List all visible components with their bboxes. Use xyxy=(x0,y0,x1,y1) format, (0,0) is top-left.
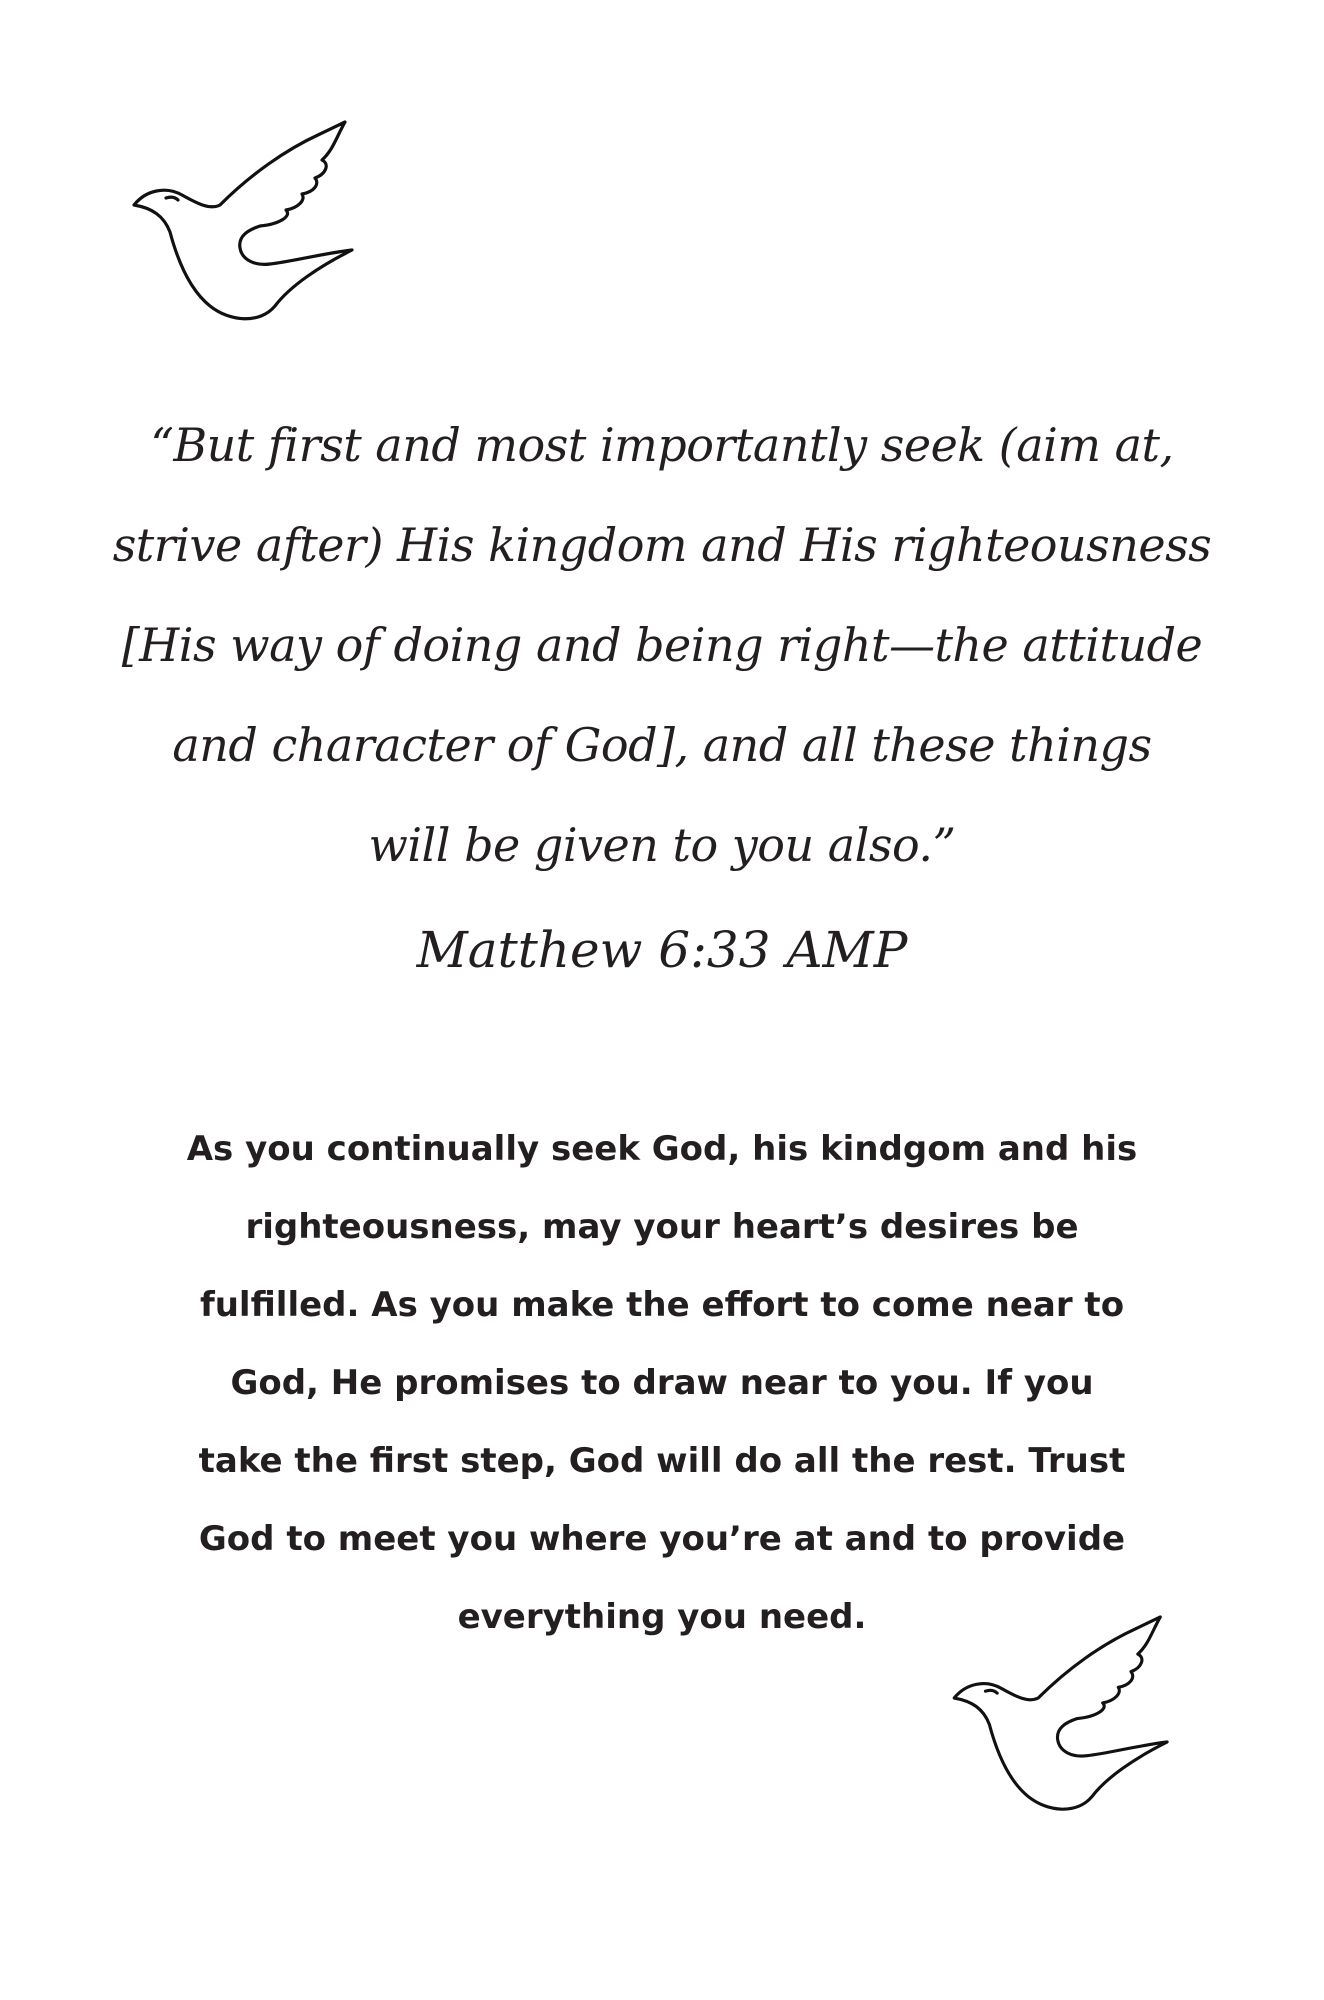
scripture-line: will be given to you also.” xyxy=(368,818,956,872)
devotional-text xyxy=(120,1110,1204,1656)
dove-icon xyxy=(130,120,370,335)
devotional-line: God, He promises to draw near to you. If you xyxy=(230,1363,1094,1403)
scripture-quote xyxy=(100,395,1224,895)
scripture-line: strive after) His kingdom and His righteousness xyxy=(112,518,1212,572)
scripture-reference: Matthew 6:33 AMP xyxy=(416,921,908,979)
scripture-line: [His way of doing and being right—the attitude xyxy=(121,618,1203,672)
devotional-line: righteousness, may your heart’s desires be xyxy=(245,1207,1079,1247)
devotional-line: As you continually seek God, his kindgom and his xyxy=(186,1129,1138,1169)
devotional-line: God to meet you where you’re at and to provide xyxy=(198,1519,1126,1559)
devotional-line: everything you need. xyxy=(457,1597,867,1637)
devotional-line: fulfilled. As you make the effort to come near to xyxy=(199,1285,1125,1325)
scripture-line: and character of God], and all these things xyxy=(172,718,1152,772)
devotional-line: take the first step, God will do all the rest. Trust xyxy=(198,1441,1126,1481)
dove-icon xyxy=(950,1615,1185,1825)
scripture-line: “But first and most importantly seek (aim at, xyxy=(150,418,1174,472)
